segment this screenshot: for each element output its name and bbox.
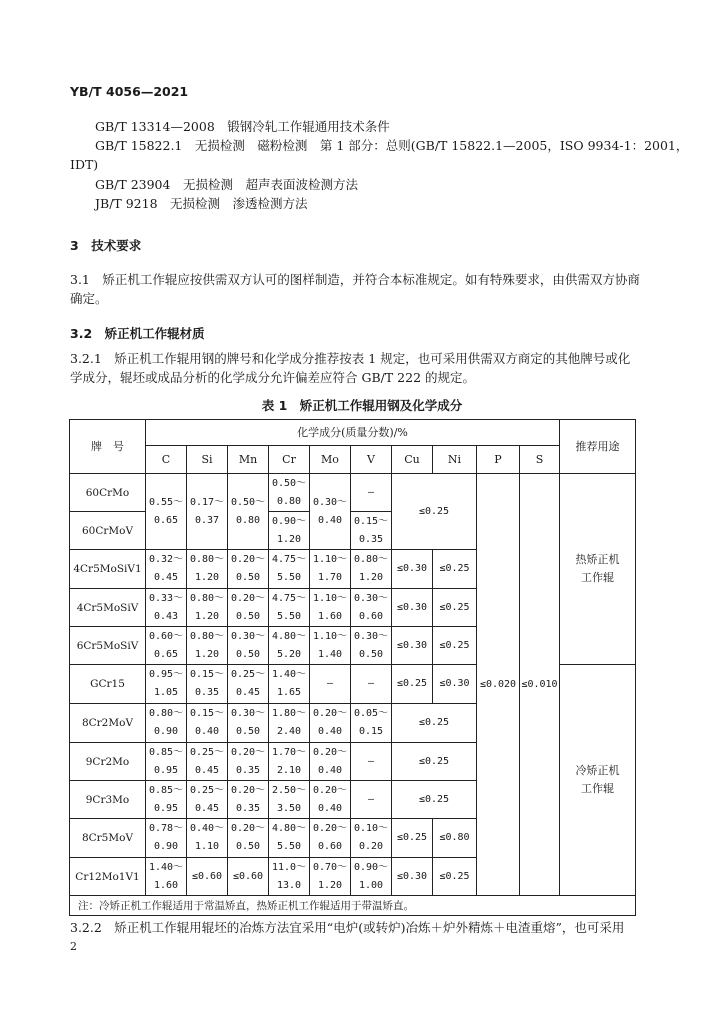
cr-cell: 1.40～ 1.65 bbox=[269, 665, 310, 704]
grade-cell: 8Cr5MoV bbox=[70, 819, 146, 858]
header-p: P bbox=[477, 446, 520, 474]
v-cell: — bbox=[351, 743, 392, 781]
v-cell: 0.15～ 0.35 bbox=[351, 512, 392, 550]
section-3-2-heading: 3.2 矫正机工作辊材质 bbox=[70, 326, 205, 341]
grade-cell: Cr12Mo1V1 bbox=[70, 858, 146, 896]
paragraph-3-2-2: 3.2.2 矫正机工作辊用辊坯的冶炼方法宜采用“电炉(或转炉)冶炼＋炉外精炼＋电渣重熔”，也可采用 bbox=[70, 920, 625, 935]
use-cold-cell: 冷矫正机 工作辊 bbox=[560, 665, 636, 896]
header-mn: Mn bbox=[228, 446, 269, 474]
mn-cell: ≤0.60 bbox=[228, 858, 269, 896]
table-caption: 表 1 矫正机工作辊用钢及化学成分 bbox=[261, 398, 463, 413]
v-cell: 0.80～ 1.20 bbox=[351, 550, 392, 589]
mn-cell: 0.20～ 0.50 bbox=[228, 550, 269, 589]
mo-cell: 0.20～ 0.40 bbox=[310, 704, 351, 743]
si-cell: 0.25～ 0.45 bbox=[187, 781, 228, 819]
header-ni: Ni bbox=[433, 446, 477, 474]
ni-cell: ≤0.25 bbox=[433, 589, 477, 627]
header-use: 推荐用途 bbox=[560, 420, 636, 474]
mn-cell: 0.30～ 0.50 bbox=[228, 627, 269, 665]
mo-cell: 0.20～ 0.60 bbox=[310, 819, 351, 858]
cr-cell: 11.0～ 13.0 bbox=[269, 858, 310, 896]
cr-cell: 4.80～ 5.50 bbox=[269, 819, 310, 858]
si-cell: 0.40～ 1.10 bbox=[187, 819, 228, 858]
grade-cell: 8Cr2MoV bbox=[70, 704, 146, 743]
header-v: V bbox=[351, 446, 392, 474]
reference-line-2: GB/T 15822.1 无损检测 磁粉检测 第 1 部分：总则(GB/T 15822.1—2005，ISO 9934-1：2001， bbox=[95, 138, 689, 153]
si-cell: 0.80～ 1.20 bbox=[187, 550, 228, 589]
c-cell: 0.85～ 0.95 bbox=[146, 743, 187, 781]
si-cell: ≤0.60 bbox=[187, 858, 228, 896]
page-number: 2 bbox=[70, 940, 77, 953]
paragraph-3-2-1-line1: 3.2.1 矫正机工作辊用钢的牌号和化学成分推荐按表 1 规定，也可采用供需双方商定的其他牌号或化 bbox=[70, 351, 631, 366]
ni-cell: ≤0.25 bbox=[433, 627, 477, 665]
v-cell: 0.30～ 0.60 bbox=[351, 589, 392, 627]
paragraph-3-2-1-line2: 学成分，辊坯或成品分析的化学成分允许偏差应符合 GB/T 222 的规定。 bbox=[70, 370, 475, 385]
header-si: Si bbox=[187, 446, 228, 474]
mo-cell: 0.30～ 0.40 bbox=[310, 474, 351, 550]
header-c: C bbox=[146, 446, 187, 474]
s-cell: ≤0.010 bbox=[520, 474, 560, 896]
mo-cell: 0.20～ 0.40 bbox=[310, 781, 351, 819]
ni-cell: ≤0.25 bbox=[433, 550, 477, 589]
cu-cell: ≤0.30 bbox=[392, 550, 433, 589]
mn-cell: 0.25～ 0.45 bbox=[228, 665, 269, 704]
v-cell: — bbox=[351, 781, 392, 819]
mn-cell: 0.20～ 0.50 bbox=[228, 819, 269, 858]
table-note: 注：冷矫正机工作辊适用于常温矫直，热矫正机工作辊适用于带温矫直。 bbox=[70, 896, 636, 916]
v-cell: — bbox=[351, 474, 392, 512]
header-cu: Cu bbox=[392, 446, 433, 474]
mo-cell: 1.10～ 1.60 bbox=[310, 589, 351, 627]
cu-cell: ≤0.25 bbox=[392, 665, 433, 704]
c-cell: 0.60～ 0.65 bbox=[146, 627, 187, 665]
paragraph-3-1-line1: 3.1 矫正机工作辊应按供需双方认可的图样制造，并符合本标准规定。如有特殊要求，由供需双方协商 bbox=[70, 272, 640, 287]
c-cell: 0.33～ 0.43 bbox=[146, 589, 187, 627]
mo-cell: 0.20～ 0.40 bbox=[310, 743, 351, 781]
si-cell: 0.15～ 0.40 bbox=[187, 704, 228, 743]
header-cr: Cr bbox=[269, 446, 310, 474]
standard-header: YB/T 4056—2021 bbox=[70, 84, 189, 99]
cr-cell: 2.50～ 3.50 bbox=[269, 781, 310, 819]
cr-cell: 1.80～ 2.40 bbox=[269, 704, 310, 743]
v-cell: 0.10～ 0.20 bbox=[351, 819, 392, 858]
reference-line-1: GB/T 13314—2008 锻钢冷轧工作辊通用技术条件 bbox=[95, 119, 390, 134]
reference-line-4: JB/T 9218 无损检测 渗透检测方法 bbox=[95, 196, 308, 211]
grade-cell: 4Cr5MoSiV1 bbox=[70, 550, 146, 589]
grade-cell: GCr15 bbox=[70, 665, 146, 704]
ni-cell: ≤0.80 bbox=[433, 819, 477, 858]
paragraph-3-1-line2: 确定。 bbox=[70, 291, 108, 306]
si-cell: 0.80～ 1.20 bbox=[187, 627, 228, 665]
c-cell: 0.78～ 0.90 bbox=[146, 819, 187, 858]
grade-cell: 9Cr2Mo bbox=[70, 743, 146, 781]
p-cell: ≤0.020 bbox=[477, 474, 520, 896]
grade-cell: 9Cr3Mo bbox=[70, 781, 146, 819]
mn-cell: 0.50～ 0.80 bbox=[228, 474, 269, 550]
section-3-heading: 3 技术要求 bbox=[70, 238, 142, 253]
v-cell: 0.05～ 0.15 bbox=[351, 704, 392, 743]
c-cell: 0.85～ 0.95 bbox=[146, 781, 187, 819]
cu-ni-cell: ≤0.25 bbox=[392, 474, 477, 550]
c-cell: 0.55～ 0.65 bbox=[146, 474, 187, 550]
c-cell: 0.80～ 0.90 bbox=[146, 704, 187, 743]
mo-cell: 1.10～ 1.40 bbox=[310, 627, 351, 665]
header-grade: 牌 号 bbox=[70, 420, 146, 474]
c-cell: 0.32～ 0.45 bbox=[146, 550, 187, 589]
chemical-composition-table bbox=[69, 419, 636, 916]
grade-cell: 60CrMoV bbox=[70, 512, 146, 550]
c-cell: 1.40～ 1.60 bbox=[146, 858, 187, 896]
cu-ni-cell: ≤0.25 bbox=[392, 704, 477, 743]
cr-cell: 0.50～ 0.80 bbox=[269, 474, 310, 512]
mo-cell: 0.70～ 1.20 bbox=[310, 858, 351, 896]
cr-cell: 0.90～ 1.20 bbox=[269, 512, 310, 550]
v-cell: 0.30～ 0.50 bbox=[351, 627, 392, 665]
cu-cell: ≤0.30 bbox=[392, 858, 433, 896]
ni-cell: ≤0.30 bbox=[433, 665, 477, 704]
grade-cell: 4Cr5MoSiV bbox=[70, 589, 146, 627]
mn-cell: 0.20～ 0.35 bbox=[228, 743, 269, 781]
cu-cell: ≤0.25 bbox=[392, 819, 433, 858]
cr-cell: 4.75～ 5.50 bbox=[269, 550, 310, 589]
cr-cell: 4.75～ 5.50 bbox=[269, 589, 310, 627]
header-mo: Mo bbox=[310, 446, 351, 474]
ni-cell: ≤0.25 bbox=[433, 858, 477, 896]
mo-cell: — bbox=[310, 665, 351, 704]
c-cell: 0.95～ 1.05 bbox=[146, 665, 187, 704]
v-cell: 0.90～ 1.00 bbox=[351, 858, 392, 896]
grade-cell: 6Cr5MoSiV bbox=[70, 627, 146, 665]
grade-cell: 60CrMo bbox=[70, 474, 146, 512]
use-hot-cell: 热矫正机 工作辊 bbox=[560, 474, 636, 665]
si-cell: 0.15～ 0.35 bbox=[187, 665, 228, 704]
cu-ni-cell: ≤0.25 bbox=[392, 781, 477, 819]
si-cell: 0.25～ 0.45 bbox=[187, 743, 228, 781]
mn-cell: 0.20～ 0.35 bbox=[228, 781, 269, 819]
cu-ni-cell: ≤0.25 bbox=[392, 743, 477, 781]
mo-cell: 1.10～ 1.70 bbox=[310, 550, 351, 589]
header-chemical: 化学成分(质量分数)/% bbox=[146, 420, 560, 446]
si-cell: 0.80～ 1.20 bbox=[187, 589, 228, 627]
cu-cell: ≤0.30 bbox=[392, 589, 433, 627]
header-s: S bbox=[520, 446, 560, 474]
reference-line-2-cont: IDT) bbox=[70, 157, 99, 172]
mn-cell: 0.30～ 0.50 bbox=[228, 704, 269, 743]
mn-cell: 0.20～ 0.50 bbox=[228, 589, 269, 627]
cu-cell: ≤0.30 bbox=[392, 627, 433, 665]
reference-line-3: GB/T 23904 无损检测 超声表面波检测方法 bbox=[95, 177, 358, 192]
v-cell: — bbox=[351, 665, 392, 704]
si-cell: 0.17～ 0.37 bbox=[187, 474, 228, 550]
cr-cell: 4.80～ 5.20 bbox=[269, 627, 310, 665]
cr-cell: 1.70～ 2.10 bbox=[269, 743, 310, 781]
